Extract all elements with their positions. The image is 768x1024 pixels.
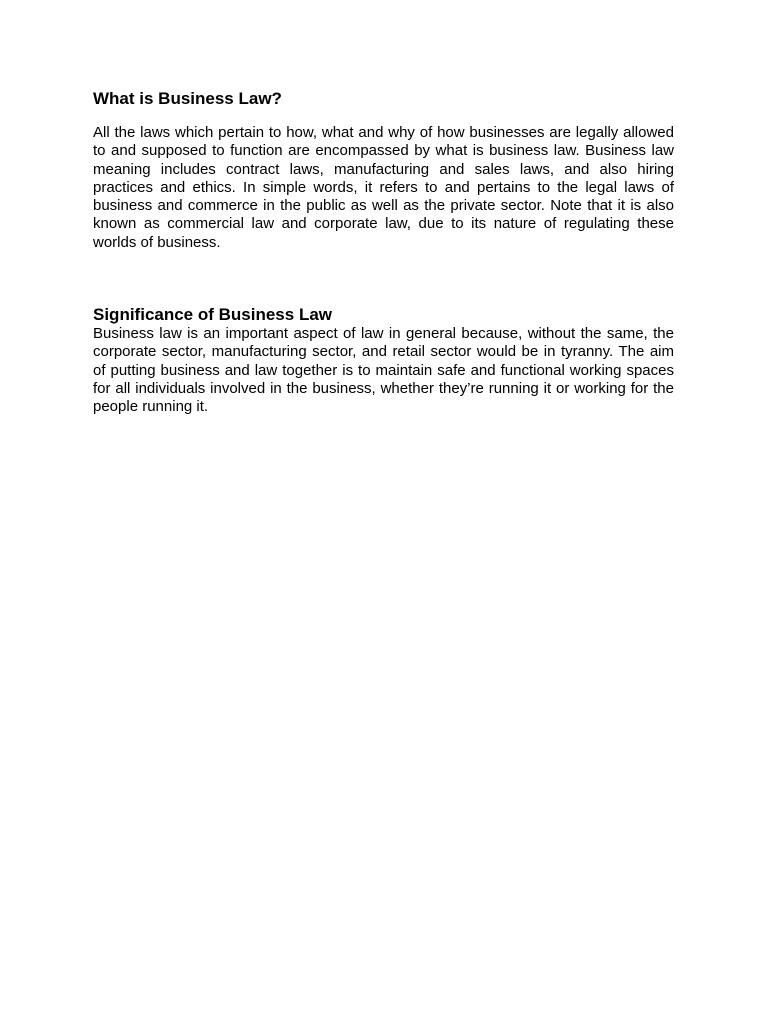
document-content — [93, 88, 674, 417]
section-what-is-business-law — [93, 88, 674, 252]
section-heading: What is Business Law? — [93, 89, 282, 108]
section-paragraph: Business law is an important aspect of law in general because, without the same, the corporate sector, manufacturing sector, and retail sector would be in tyranny. The aim of putting business and law together is to maintain safe and functional working spaces for all individuals involved in the business, whether they’re running it or working for the people running it. — [93, 325, 674, 416]
section-heading: Significance of Business Law — [93, 305, 333, 325]
section-paragraph: All the laws which pertain to how, what and why of how businesses are legally allowed to and supposed to function are encompassed by what is business law. Business law meaning includes contract laws, manufacturing and sales laws, and also hiring practices and ethics. In simple words, it refers to and pertains to the legal laws of business and commerce in the public as well as the private sector. Note that it is also known as commercial law and corporate law, due to its nature of regulating these worlds of business. — [93, 124, 674, 251]
section-significance-of-business-law — [93, 305, 674, 416]
